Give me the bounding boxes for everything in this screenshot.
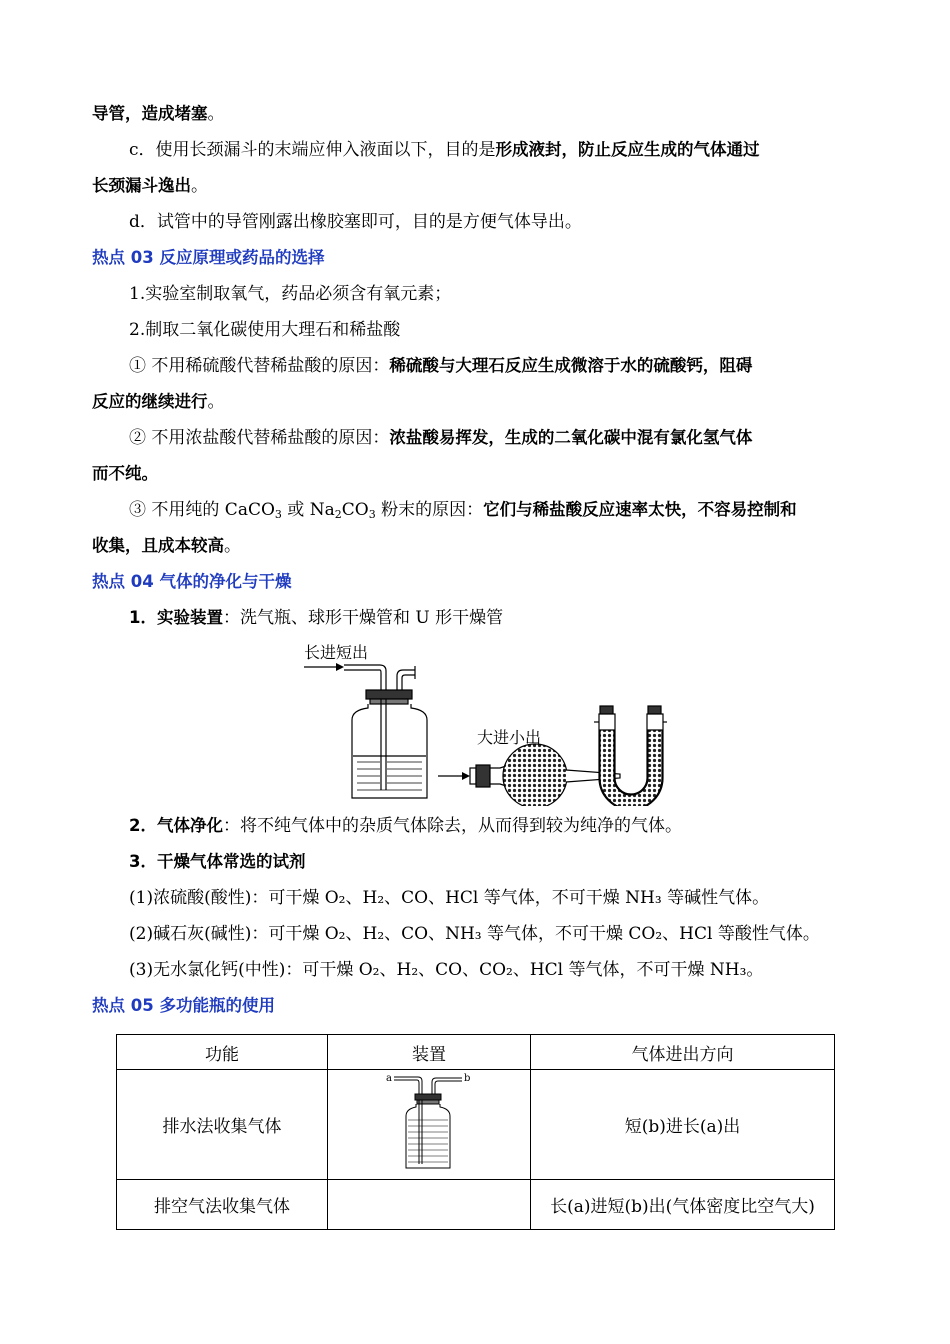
text: 。 xyxy=(224,536,241,556)
ball-drying-tube xyxy=(470,744,620,806)
bold-text: 形成液封，防止反应生成的气体通过 xyxy=(495,140,760,159)
table-row xyxy=(117,1180,835,1230)
text-line xyxy=(92,96,860,132)
text-line-c xyxy=(92,132,860,168)
bold-text: 长颈漏斗逸出 xyxy=(92,176,191,195)
bold-text: 2．气体净化 xyxy=(129,816,223,835)
multi-function-bottle-table xyxy=(116,1034,835,1230)
text-line: 2.制取二氧化碳使用大理石和稀盐酸 xyxy=(129,320,401,340)
text: ：将不纯气体中的杂质气体除去，从而得到较为纯净的气体。 xyxy=(222,816,682,836)
text: 。 xyxy=(207,392,225,412)
text-line-d: d．试管中的导管刚露出橡胶塞即可，目的是方便气体导出。 xyxy=(129,212,582,232)
text: CO xyxy=(341,500,369,520)
text: 粉末的原因： xyxy=(375,500,484,520)
bold-text: 导管，造成堵塞 xyxy=(92,104,208,123)
u-shaped-drying-tube xyxy=(594,706,667,806)
fig-label-long-in-short-out: 长进短出 xyxy=(304,643,369,662)
bold-text: 浓盐酸易挥发，生成的二氧化碳中混有氯化氢气体 xyxy=(389,428,753,447)
subheading: 3．干燥气体常选的试剂 xyxy=(129,852,306,871)
apparatus-diagram xyxy=(302,638,692,806)
drying-apparatus-figure xyxy=(92,636,860,808)
fig-label-big-in-small-out: 大进小出 xyxy=(477,728,542,747)
document-page xyxy=(92,96,860,1024)
text: 。 xyxy=(207,104,225,124)
label-a: a xyxy=(386,1073,392,1084)
subscript: 3 xyxy=(368,508,376,521)
table-cell-device xyxy=(328,1180,531,1230)
text-line xyxy=(92,168,860,204)
desiccant-2: (2)碱石灰(碱性)：可干燥 O₂、H₂、CO、NH₃ 等气体，不可干燥 CO₂、HCl 等酸性气体。 xyxy=(129,924,820,944)
section-heading-05: 热点 05 多功能瓶的使用 xyxy=(92,996,275,1015)
text-line: 1.实验室制取氧气，药品必须含有氧元素； xyxy=(129,284,452,304)
water-collection-bottle-diagram xyxy=(384,1070,474,1174)
text: ① 不用稀硫酸代替稀盐酸的原因： xyxy=(129,356,390,376)
text-line xyxy=(92,456,860,492)
text-line xyxy=(92,384,860,420)
subscript: 2 xyxy=(334,508,342,521)
bold-text: 而不纯。 xyxy=(92,464,158,483)
desiccant-3: (3)无水氯化钙(中性)：可干燥 O₂、H₂、CO、CO₂、HCl 等气体，不可干燥 NH₃。 xyxy=(129,960,764,980)
section-heading-04: 热点 04 气体的净化与干燥 xyxy=(92,572,292,591)
text: 。 xyxy=(191,176,208,196)
bold-text: 它们与稀盐酸反应速率太快，不容易控制和 xyxy=(483,500,797,519)
table-header: 功能 xyxy=(117,1035,328,1070)
text: ③ 不用纯的 CaCO xyxy=(129,500,275,520)
bold-text: 反应的继续进行 xyxy=(92,392,208,411)
subscript: 3 xyxy=(274,508,282,521)
table-header: 装置 xyxy=(328,1035,531,1070)
text: c．使用长颈漏斗的末端应伸入液面以下，目的是 xyxy=(129,140,496,160)
label-b: b xyxy=(464,1073,471,1084)
text-line xyxy=(92,528,860,564)
table-row xyxy=(117,1070,835,1180)
text: 或 Na xyxy=(281,500,335,520)
table-cell-direction: 短(b)进长(a)出 xyxy=(531,1070,835,1180)
section-heading-03: 热点 03 反应原理或药品的选择 xyxy=(92,248,325,267)
bold-text: 收集，且成本较高 xyxy=(92,536,224,555)
bold-text: 稀硫酸与大理石反应生成微溶于水的硫酸钙，阻碍 xyxy=(389,356,753,375)
text-line xyxy=(92,600,860,636)
table-header-row xyxy=(117,1035,835,1070)
table-cell-direction: 长(a)进短(b)出(气体密度比空气大) xyxy=(531,1180,835,1230)
reason-1 xyxy=(92,348,860,384)
gas-washing-bottle xyxy=(344,665,427,798)
table-header: 气体进出方向 xyxy=(531,1035,835,1070)
desiccant-1: (1)浓硫酸(酸性)：可干燥 O₂、H₂、CO、HCl 等气体，不可干燥 NH₃ 等碱性气体。 xyxy=(129,888,770,908)
arrow-icon xyxy=(438,772,470,780)
reason-3 xyxy=(92,492,860,528)
table-cell-device xyxy=(328,1070,531,1180)
text: ② 不用浓盐酸代替稀盐酸的原因： xyxy=(129,428,390,448)
text: ：洗气瓶、球形干燥管和 U 形干燥管 xyxy=(222,608,504,628)
table-cell-function: 排空气法收集气体 xyxy=(117,1180,328,1230)
reason-2 xyxy=(92,420,860,456)
table-cell-function: 排水法收集气体 xyxy=(117,1070,328,1180)
text-line xyxy=(92,808,860,844)
arrow-icon xyxy=(304,663,344,671)
bold-text: 1．实验装置 xyxy=(129,608,223,627)
